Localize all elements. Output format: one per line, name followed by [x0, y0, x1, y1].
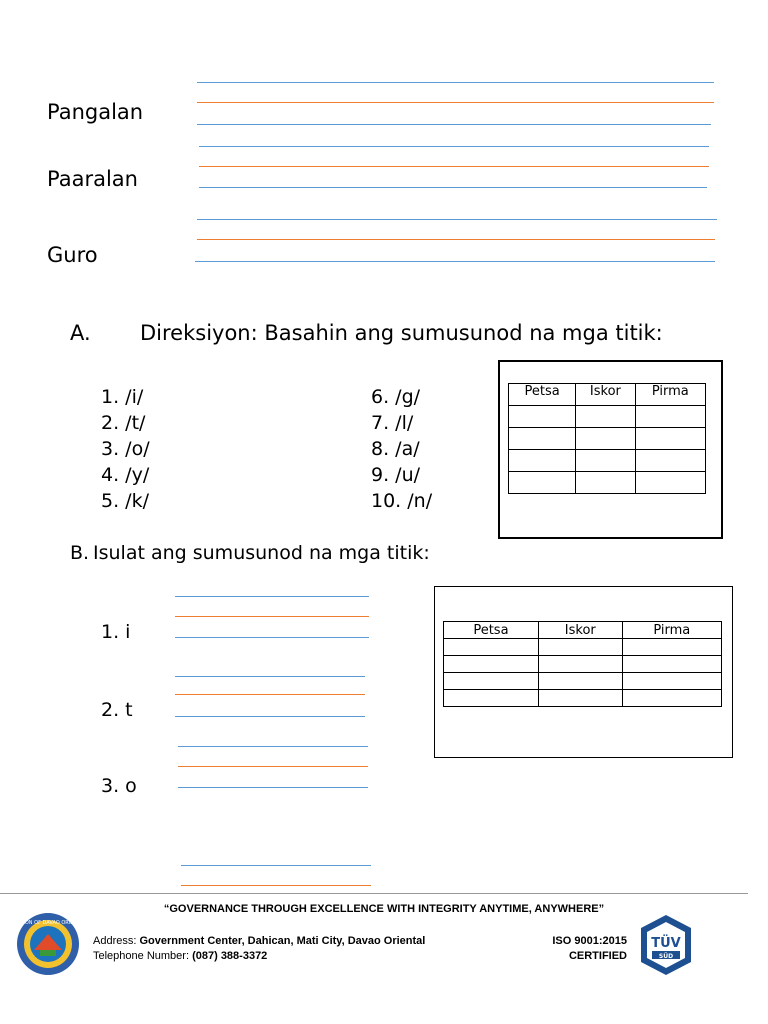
table-cell[interactable] [635, 428, 705, 450]
section-a-left-list [101, 384, 150, 514]
table-cell[interactable] [576, 450, 635, 472]
table-cell[interactable] [509, 428, 576, 450]
cert-logo-text: TÜV [651, 936, 681, 951]
list-item: 2. /t/ [101, 412, 146, 434]
phone-label: Telephone Number: [93, 950, 190, 962]
footer-phone [93, 950, 267, 962]
field-label-pangalan: Pangalan [47, 100, 144, 124]
section-a-direction: Direksiyon: Basahin ang sumusunod na mga titik: [140, 321, 663, 345]
address-label: Address: [93, 935, 137, 947]
score-table-a [508, 383, 706, 494]
list-item: 3. /o/ [101, 438, 150, 460]
table-cell[interactable] [576, 472, 635, 494]
score-header-pirma: Pirma [622, 622, 721, 639]
table-cell[interactable] [538, 690, 622, 707]
list-item: 10. /n/ [371, 490, 433, 512]
score-header-petsa: Petsa [444, 622, 539, 639]
section-b-direction: Isulat ang sumusunod na mga titik: [93, 542, 430, 564]
address-value: Government Center, Dahican, Mati City, Davao Oriental [139, 935, 426, 947]
score-header-pirma: Pirma [635, 384, 705, 406]
list-item: 5. /k/ [101, 490, 149, 512]
table-cell[interactable] [509, 450, 576, 472]
list-item: 6. /g/ [371, 386, 421, 408]
table-cell[interactable] [635, 406, 705, 428]
table-cell[interactable] [576, 406, 635, 428]
table-cell[interactable] [538, 639, 622, 656]
score-header-petsa: Petsa [509, 384, 576, 406]
cert-logo-sub: SÜD [658, 953, 674, 960]
score-table-b [443, 621, 722, 707]
division-seal-icon [9, 912, 87, 976]
field-label-guro: Guro [47, 243, 98, 267]
table-cell[interactable] [444, 690, 539, 707]
table-cell[interactable] [444, 656, 539, 673]
seal-text: DIVISION OF DAVAO ORIENTAL [9, 920, 87, 926]
list-item: 8. /a/ [371, 438, 420, 460]
score-header-iskor: Iskor [538, 622, 622, 639]
list-item: 9. /u/ [371, 464, 421, 486]
write-item-i: 1. i [101, 621, 131, 643]
table-cell[interactable] [622, 656, 721, 673]
table-cell[interactable] [576, 428, 635, 450]
table-cell[interactable] [444, 639, 539, 656]
score-header-iskor: Iskor [576, 384, 635, 406]
list-item: 1. /i/ [101, 386, 144, 408]
section-a-right-list [371, 384, 432, 514]
table-cell[interactable] [635, 472, 705, 494]
table-cell[interactable] [622, 690, 721, 707]
iso-standard: ISO 9001:2015 [552, 935, 627, 947]
table-cell[interactable] [538, 673, 622, 690]
write-item-t: 2. t [101, 699, 133, 721]
list-item: 7. /l/ [371, 412, 414, 434]
table-cell[interactable] [622, 639, 721, 656]
section-a-letter: A. [70, 321, 91, 345]
section-b-letter: B. [70, 542, 90, 564]
phone-value: (087) 388-3372 [192, 950, 268, 962]
field-label-paaralan: Paaralan [47, 167, 138, 191]
table-cell[interactable] [538, 656, 622, 673]
write-item-o: 3. o [101, 775, 137, 797]
table-cell[interactable] [444, 673, 539, 690]
footer-divider [0, 893, 748, 894]
iso-certified: CERTIFIED [568, 950, 627, 962]
tuv-certification-icon [636, 914, 696, 976]
table-cell[interactable] [622, 673, 721, 690]
table-cell[interactable] [635, 450, 705, 472]
footer-slogan: “GOVERNANCE THROUGH EXCELLENCE WITH INTEGRITY ANYTIME, ANYWHERE” [163, 903, 605, 915]
table-cell[interactable] [509, 406, 576, 428]
table-cell[interactable] [509, 472, 576, 494]
list-item: 4. /y/ [101, 464, 150, 486]
footer-address [93, 935, 425, 947]
